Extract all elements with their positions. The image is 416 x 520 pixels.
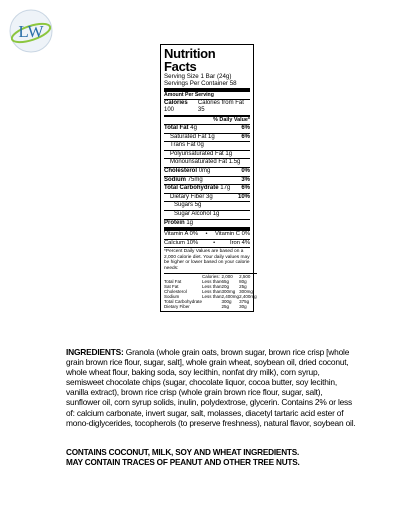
dv-table-cell: Less than: [202, 293, 222, 299]
nutrient-row: [164, 124, 250, 133]
nutrient-amount: 0mg: [198, 167, 211, 174]
vitamin-rows: [164, 227, 250, 247]
nutrient-rows: [164, 124, 250, 227]
ingredients-block: [66, 347, 358, 428]
dv-table-cell: Less than: [202, 278, 222, 284]
dv-table-cell: Dietary Fiber: [164, 303, 190, 309]
dv-table-cell: Less than: [202, 283, 222, 289]
dv-table-cell: Sodium: [164, 293, 180, 299]
allergen-may-contain: MAY CONTAIN TRACES OF PEANUT AND OTHER TREE NUTS.: [66, 458, 300, 467]
dv-table-cell: 2,500: [239, 273, 251, 279]
dv-table-row: [164, 279, 257, 284]
dv-table-row: [164, 284, 257, 289]
dv-table-cell: 25g: [239, 283, 247, 289]
dv-table-cell: 375g: [239, 298, 250, 304]
nutrient-row: [164, 210, 250, 219]
dv-table-cell: 2,400mg: [221, 293, 240, 299]
nutrient-label: Total Fat: [164, 125, 189, 131]
vitamin-left: Calcium 10%: [164, 239, 199, 246]
vitamin-left: Vitamin A 0%: [164, 231, 199, 238]
vitamin-row: Calcium 10% • Iron 4%: [164, 239, 250, 246]
nutrient-row: [164, 176, 250, 185]
ingredients-heading: INGREDIENTS:: [66, 347, 124, 357]
dv-table-cell: 25g: [221, 303, 230, 309]
ingredients-text: Granola (whole grain oats, brown sugar, brown rice crisp [whole grain brown rice flour, sugar, salt], whole grain wheat, soybean oil, dried coconut, whole wheat flour, baking soda, soy lecithin, nonfat dry milk), corn syrup, semisweet chocolate chips (sugar, chocolate liquor, cocoa butter, soy lecithin, vanilla extract), brown rice crisp (whole grain brown rice flour, sugar, salt), sunflower oil, corn syrup solids, inulin, polydextrose, glycerin. Contains 2% or less of: calcium carbonate, invert sugar, salt, molasses, diacetyl tartaric acid ester of mono-diglycerides, tocopherols (to preserve freshness), natural flavor, soybean oil.: [66, 347, 356, 428]
nutrient-label: Sugars: [174, 202, 194, 209]
nutrient-label: Dietary Fiber: [170, 193, 205, 200]
nutrient-row: [164, 141, 250, 150]
dv-table-cell: 30g: [239, 303, 247, 309]
nutrient-label: Cholesterol: [164, 167, 198, 174]
dv-table-cell: [202, 304, 222, 309]
nutrient-row: [164, 133, 250, 142]
nutrient-daily-value: 10%: [237, 193, 250, 200]
nutrient-daily-value: 0%: [241, 167, 250, 174]
vitamin-row: Vitamin A 0% • Vitamin C 0%: [164, 231, 250, 238]
nutrient-daily-value: 3%: [241, 176, 250, 183]
dv-table-cell: 20g: [221, 283, 230, 289]
dv-table-cell: Total Carbohydrate: [164, 298, 203, 304]
dv-table-cell: Calories:: [202, 273, 220, 279]
nutrition-facts-panel: [160, 44, 257, 312]
nutrient-label: Monounsaturated Fat: [170, 159, 228, 166]
nutrient-daily-value: 6%: [241, 185, 250, 192]
logo-text: LW: [18, 22, 44, 41]
nutrient-row: [164, 219, 250, 228]
nutrient-row: [164, 201, 250, 210]
nutrient-row: [164, 193, 250, 202]
dv-table-row: [164, 289, 257, 294]
servings-per-container: Servings Per Container 58: [164, 80, 237, 88]
daily-value-table: [164, 273, 257, 309]
nutrient-label: Polyunsaturated Fat: [170, 150, 224, 157]
nutrient-amount: 0g: [197, 142, 204, 149]
footnote: *Percent Daily Values are based on a 2,000 calorie diet. Your daily values may be higher or lower based on your calorie needs:: [164, 249, 250, 271]
nutrient-row: [164, 167, 250, 176]
nutrient-label: Sugar Alcohol: [174, 210, 212, 217]
nutrient-amount: 4g: [190, 125, 197, 131]
nutrient-amount: 17g: [220, 185, 231, 192]
nutrient-amount: 1g: [208, 133, 215, 140]
serving-size: Serving Size 1 Bar (24g): [164, 73, 232, 80]
dv-table-cell: Cholesterol: [164, 288, 187, 294]
nutrition-title: Nutrition Facts: [164, 46, 216, 74]
amount-per-serving: Amount Per Serving: [164, 88, 250, 99]
calories-label: Calories: [164, 99, 188, 106]
nutrient-amount: 1g: [212, 210, 220, 217]
dv-table-row: [164, 304, 257, 309]
nutrient-row: [164, 150, 250, 159]
allergen-contains: CONTAINS COCONUT, MILK, SOY AND WHEAT INGREDIENTS.: [66, 448, 300, 457]
nutrient-label: Sodium: [164, 176, 186, 183]
daily-value-header: % Daily Value*: [164, 115, 250, 124]
nutrient-amount: 1g: [186, 219, 194, 226]
dv-table-cell: 65g: [221, 278, 230, 284]
nutrient-row: [164, 158, 250, 167]
dv-table-cell: Total Fat: [164, 278, 182, 284]
nutrient-label: Saturated Fat: [170, 133, 207, 140]
calories-from-fat: Calories from Fat 35: [197, 99, 244, 114]
dv-table-cell: 80g: [239, 278, 247, 284]
nutrient-amount: 3g: [206, 193, 213, 200]
dv-table-cell: 2,000: [221, 273, 233, 279]
nutrient-amount: 1g: [225, 150, 233, 157]
dv-table-row: [164, 294, 257, 299]
calories-value: 100: [164, 107, 175, 114]
nutrient-amount: 5g: [194, 202, 202, 209]
dv-table-cell: Sat Fat: [164, 283, 179, 289]
nutrient-label: Protein: [164, 219, 185, 226]
vitamin-right: Vitamin C 0%: [214, 231, 250, 238]
nutrient-daily-value: 6%: [241, 125, 250, 131]
dv-table-cell: 300g: [221, 298, 232, 304]
calories-row: [164, 99, 250, 115]
vitamin-right: Iron 4%: [230, 239, 250, 246]
dv-table-cell: 300mg: [221, 288, 236, 294]
nutrient-amount: 75mg: [187, 176, 203, 183]
nutrient-daily-value: 6%: [241, 133, 250, 140]
allergen-statement: [66, 448, 366, 468]
nutrient-label: Total Carbohydrate: [164, 185, 219, 192]
nutrient-label: Trans Fat: [170, 142, 196, 149]
lw-logo: [8, 8, 54, 54]
nutrient-row: [164, 184, 250, 193]
dv-table-cell: 300mg: [239, 288, 253, 294]
dv-table-cell: 2,400mg: [239, 293, 257, 299]
dv-table-cell: Less than: [202, 288, 222, 294]
nutrient-amount: 1.5g: [228, 159, 241, 166]
